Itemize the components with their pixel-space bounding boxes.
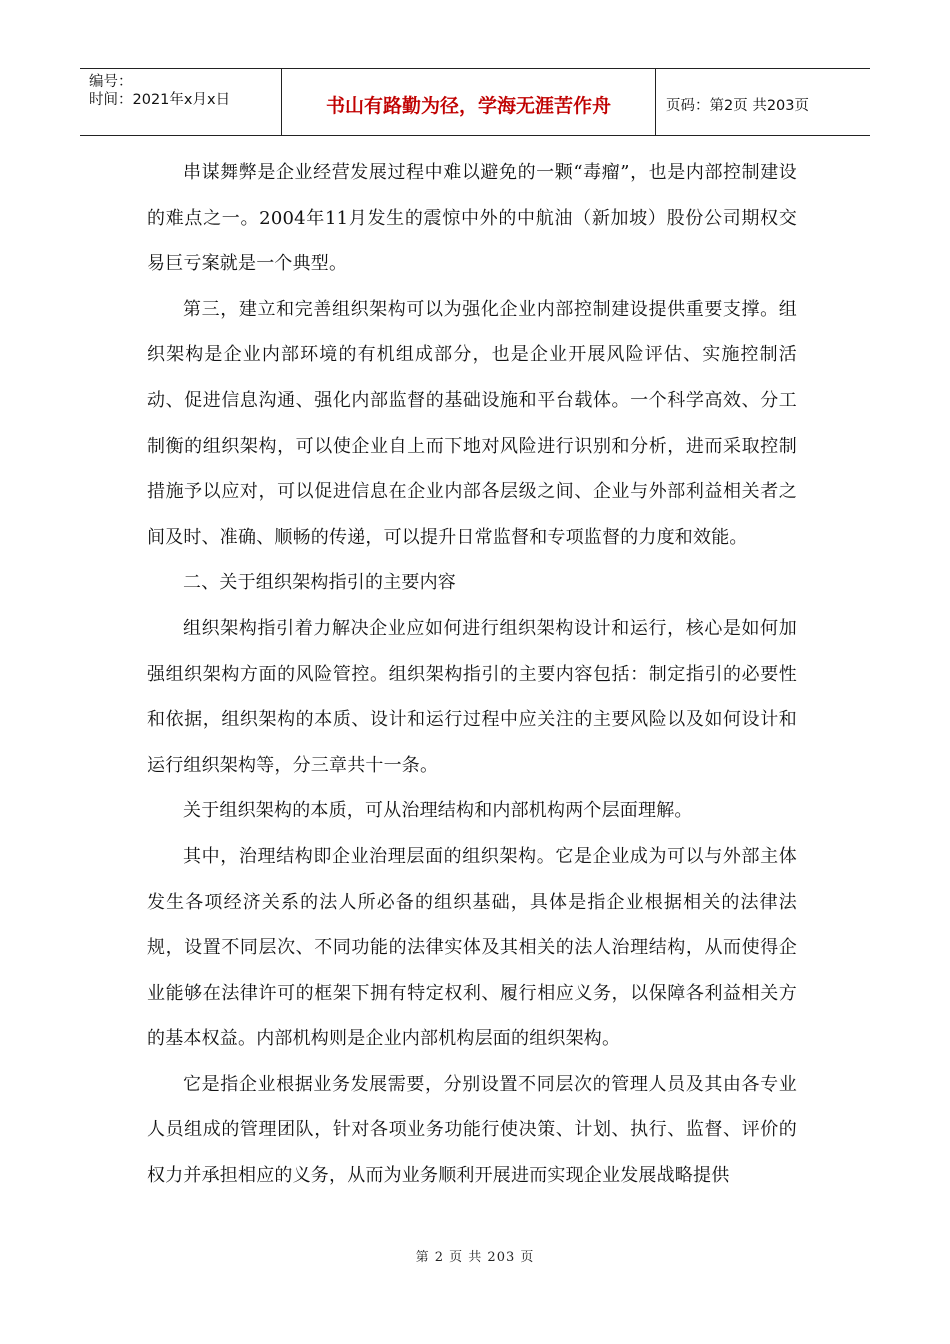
document-body	[147, 150, 797, 1199]
page-footer: 第 2 页 共 203 页	[415, 1250, 535, 1265]
paragraph: 关于组织架构的本质，可从治理结构和内部机构两个层面理解。	[183, 800, 693, 822]
page-header	[80, 68, 870, 136]
header-motto: 书山有路勤为径，学海无涯苦作舟	[282, 69, 656, 135]
header-meta	[80, 69, 282, 135]
paragraph: 组织架构指引着力解决企业应如何进行组织架构设计和运行，核心是如何加强组织架构方面的风险管控。组织架构指引的主要内容包括：制定指引的必要性和依据，组织架构的本质、设计和运行过程中应关注的主要风险以及如何设计和运行组织架构等，分三章共十一条。	[147, 617, 797, 776]
paragraph: 其中，治理结构即企业治理层面的组织架构。它是企业成为可以与外部主体发生各项经济关系的法人所必备的组织基础，具体是指企业根据相关的法律法规，设置不同层次、不同功能的法律实体及其相关的法人治理结构，从而使得企业能够在法律许可的框架下拥有特定权利、履行相应义务，以保障各利益相关方的基本权益。内部机构则是企业内部机构层面的组织架构。	[147, 845, 797, 1050]
document-number: 编号：	[89, 74, 133, 90]
paragraph: 它是指企业根据业务发展需要，分别设置不同层次的管理人员及其由各专业人员组成的管理团队，针对各项业务功能行使决策、计划、执行、监督、评价的权力并承担相应的义务，从而为业务顺利开展进而实现企业发展战略提供	[147, 1073, 797, 1187]
paragraph: 第三，建立和完善组织架构可以为强化企业内部控制建设提供重要支撑。组织架构是企业内部环境的有机组成部分，也是企业开展风险评估、实施控制活动、促进信息沟通、强化内部监督的基础设施和平台载体。一个科学高效、分工制衡的组织架构，可以使企业自上而下地对风险进行识别和分析，进而采取控制措施予以应对，可以促进信息在企业内部各层级之间、企业与外部利益相关者之间及时、准确、顺畅的传递，可以提升日常监督和专项监督的力度和效能。	[147, 298, 797, 548]
section-heading: 二、关于组织架构指引的主要内容	[183, 572, 456, 594]
paragraph: 串谋舞弊是企业经营发展过程中难以避免的一颗“毒瘤”，也是内部控制建设的难点之一。2004年11月发生的震惊中外的中航油（新加坡）股份公司期权交易巨亏案就是一个典型。	[147, 162, 797, 275]
header-page-info: 页码：第2页 共203页	[666, 97, 810, 114]
document-date: 时间：2021年x月x日	[89, 92, 231, 108]
